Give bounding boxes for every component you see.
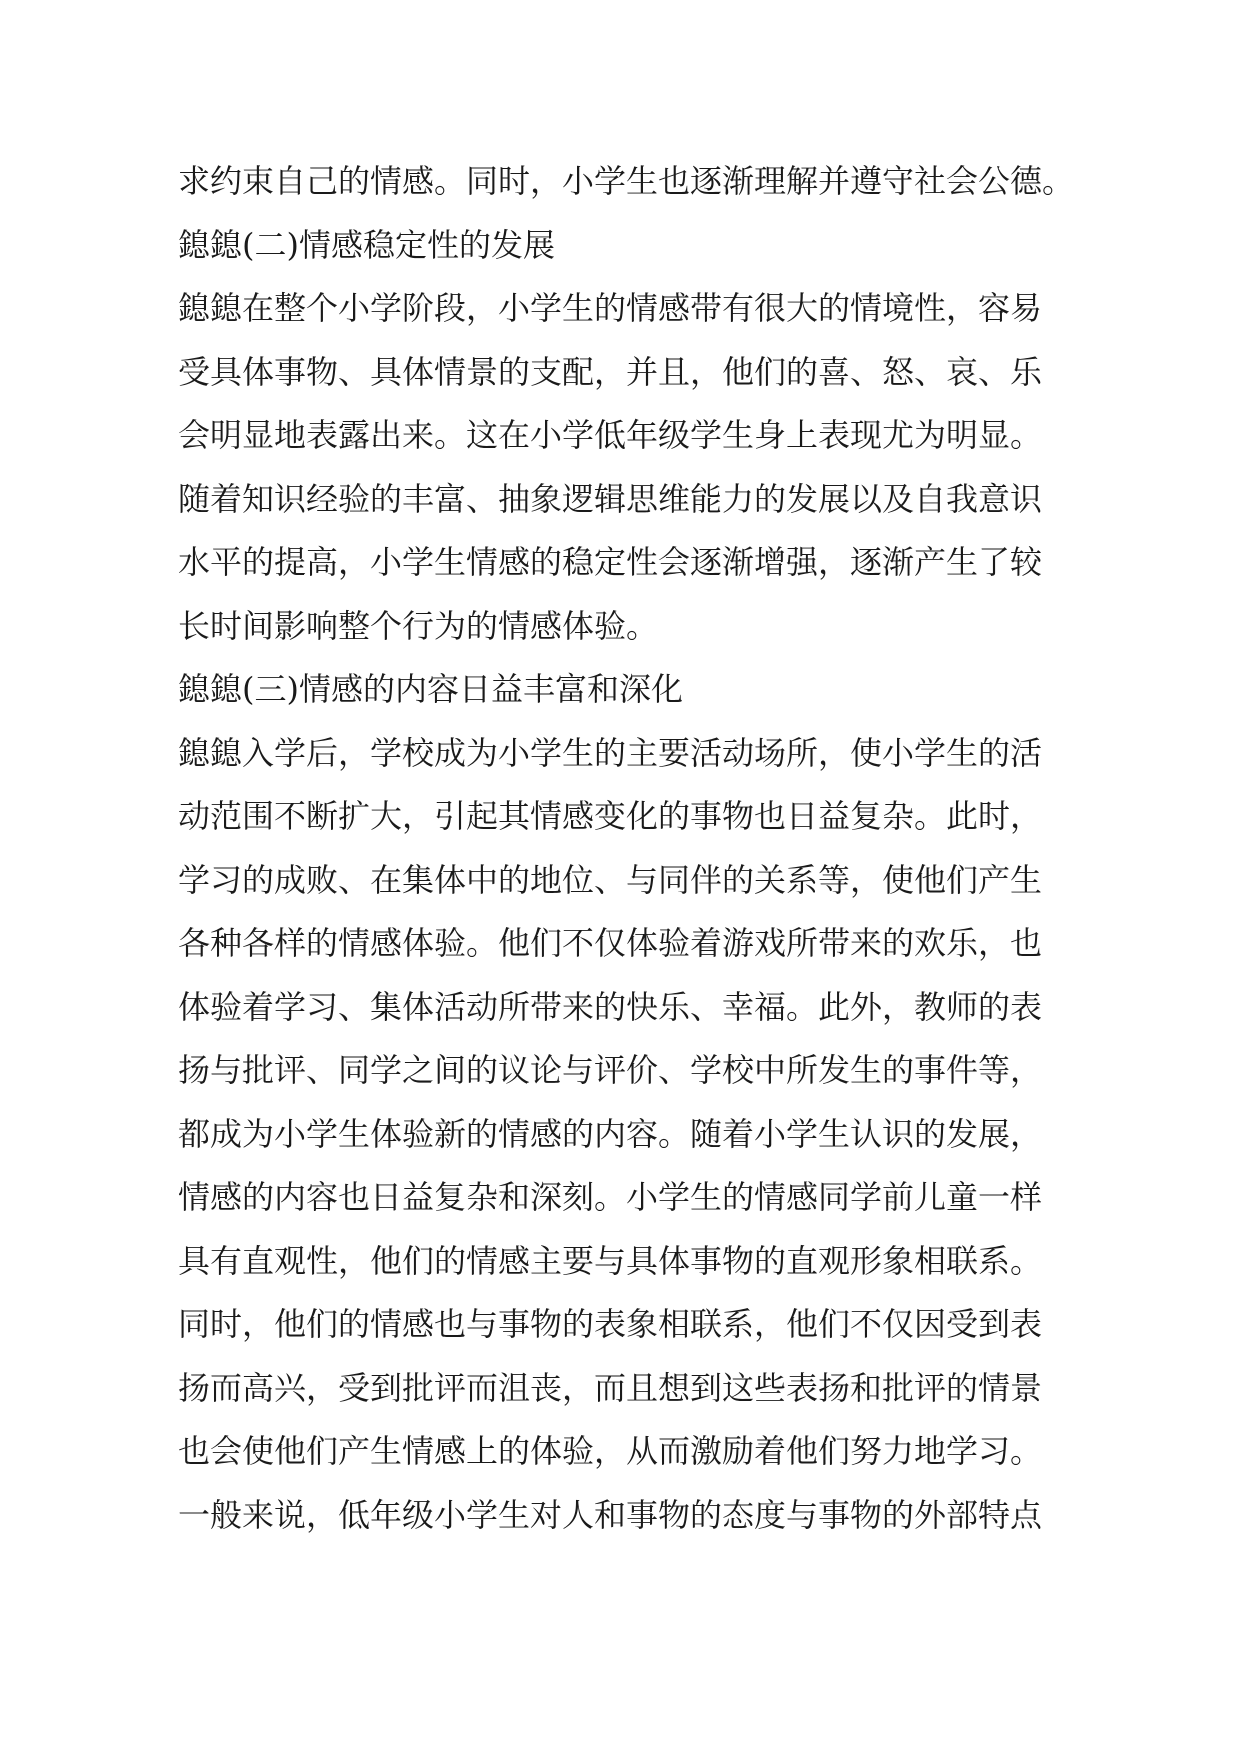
text-line: 长时间影响整个行为的情感体验。 xyxy=(178,606,659,645)
text-line: 扬而高兴，受到批评而沮丧，而且想到这些表扬和批评的情景 xyxy=(178,1368,1043,1407)
text-line: 体验着学习、集体活动所带来的快乐、幸福。此外，教师的表 xyxy=(178,987,1043,1026)
text-line: 随着知识经验的丰富、抽象逻辑思维能力的发展以及自我意识 xyxy=(178,479,1043,518)
text-line: 一般来说，低年级小学生对人和事物的态度与事物的外部特点 xyxy=(178,1495,1043,1534)
text-line: 学习的成败、在集体中的地位、与同伴的关系等，使他们产生 xyxy=(178,860,1043,899)
text-line: 都成为小学生体验新的情感的内容。随着小学生认识的发展， xyxy=(178,1114,1043,1153)
text-line: 扬与批评、同学之间的议论与评价、学校中所发生的事件等， xyxy=(178,1051,1043,1089)
body-text xyxy=(178,150,1088,1547)
text-line: 动范围不断扩大，引起其情感变化的事物也日益复杂。此时， xyxy=(178,797,1043,835)
section-heading: 鎴鎴(二)情感稳定性的发展 xyxy=(178,225,555,264)
text-line: 鎴鎴入学后，学校成为小学生的主要活动场所，使小学生的活 xyxy=(178,733,1043,772)
text-line: 情感的内容也日益复杂和深刻。小学生的情感同学前儿童一样 xyxy=(178,1178,1043,1216)
text-line: 求约束自己的情感。同时，小学生也逐渐理解并遵守社会公德。 xyxy=(178,162,1075,200)
text-line: 水平的提高，小学生情感的稳定性会逐渐增强，逐渐产生了较 xyxy=(178,543,1043,581)
text-line: 同时，他们的情感也与事物的表象相联系，他们不仅因受到表 xyxy=(178,1305,1043,1343)
text-line: 也会使他们产生情感上的体验，从而激励着他们努力地学习。 xyxy=(178,1432,1043,1470)
text-line: 受具体事物、具体情景的支配，并且，他们的喜、怒、哀、乐 xyxy=(178,352,1043,391)
text-line: 各种各样的情感体验。他们不仅体验着游戏所带来的欢乐，也 xyxy=(178,924,1043,962)
section-heading: 鎴鎴(三)情感的内容日益丰富和深化 xyxy=(178,670,683,708)
text-line: 具有直观性，他们的情感主要与具体事物的直观形象相联系。 xyxy=(178,1241,1043,1280)
text-line: 会明显地表露出来。这在小学低年级学生身上表现尤为明显。 xyxy=(178,416,1043,454)
text-line: 鎴鎴在整个小学阶段，小学生的情感带有很大的情境性，容易 xyxy=(178,289,1043,327)
